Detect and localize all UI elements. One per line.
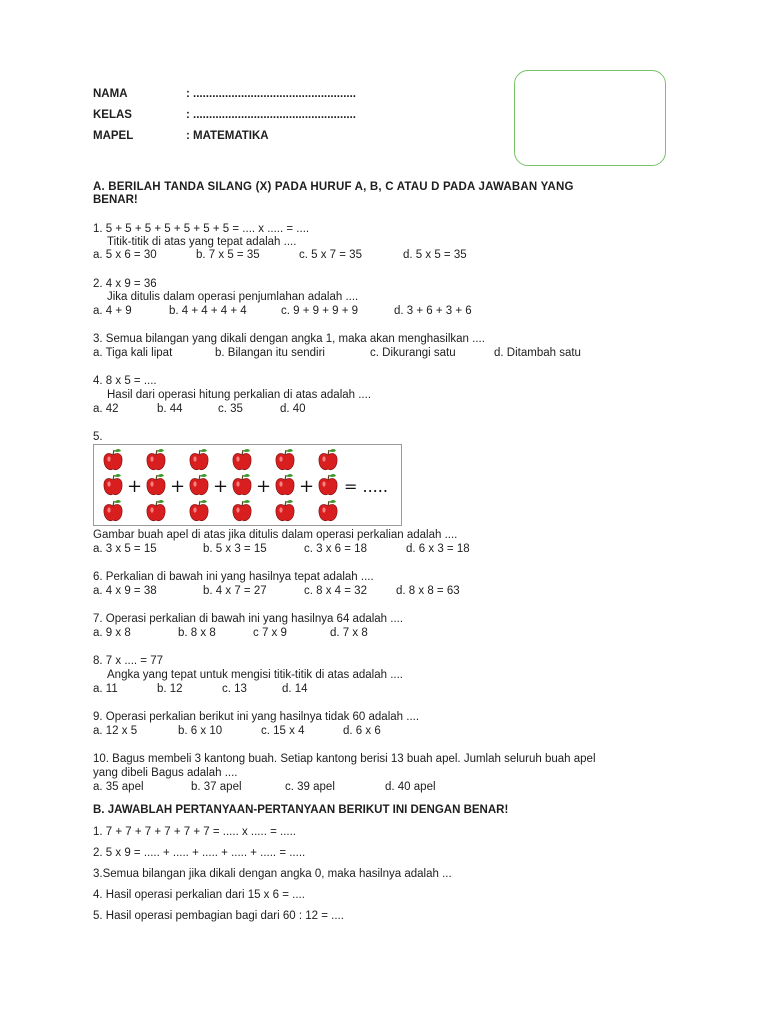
mapel-value: : MATEMATIKA [186, 130, 269, 142]
plus-sign: + [169, 476, 186, 497]
essay-question-3: 3.Semua bilangan jika dikali dengan angka 0, maka hasilnya adalah ... [93, 868, 452, 880]
mapel-label: MAPEL [93, 130, 134, 142]
q3-text: 3. Semua bilangan yang dikali dengan angka 1, maka akan menghasilkan .... [93, 333, 485, 345]
apple-icon [147, 474, 165, 495]
q6-option-a[interactable]: a. 4 x 9 = 38 [93, 585, 157, 597]
q1-option-a[interactable]: a. 5 x 6 = 30 [93, 249, 157, 261]
q10-option-c[interactable]: c. 39 apel [285, 781, 335, 793]
q9-option-c[interactable]: c. 15 x 4 [261, 725, 305, 737]
q9-option-d[interactable]: d. 6 x 6 [343, 725, 381, 737]
essay-question-1: 1. 7 + 7 + 7 + 7 + 7 + 7 = ..... x ..... = ..... [93, 826, 296, 838]
q1-text: 1. 5 + 5 + 5 + 5 + 5 + 5 + 5 = .... x ..... = .... [93, 223, 310, 235]
q6-option-c[interactable]: c. 8 x 4 = 32 [304, 585, 367, 597]
q8-option-d[interactable]: d. 14 [282, 683, 308, 695]
q5-option-d[interactable]: d. 6 x 3 = 18 [406, 543, 470, 555]
equation-blank: = ..... [344, 477, 388, 496]
q10-text: 10. Bagus membeli 3 kantong buah. Setiap kantong berisi 13 buah apel. Jumlah seluruh buah apel [93, 753, 596, 765]
q2-option-c[interactable]: c. 9 + 9 + 9 + 9 [281, 305, 359, 317]
apple-icon [276, 474, 294, 495]
q1-subtext: Titik-titik di atas yang tepat adalah .... [107, 236, 297, 248]
apple-icon [319, 449, 337, 470]
q7-option-b[interactable]: b. 8 x 8 [178, 627, 216, 639]
nama-label: NAMA [93, 88, 128, 100]
q10-option-a[interactable]: a. 35 apel [93, 781, 144, 793]
q9-text: 9. Operasi perkalian berikut ini yang hasilnya tidak 60 adalah .... [93, 711, 420, 723]
q4-text: 4. 8 x 5 = .... [93, 375, 157, 387]
plus-sign: + [298, 476, 315, 497]
apple-icon [104, 449, 122, 470]
apple-icon [147, 449, 165, 470]
q4-option-b[interactable]: b. 44 [157, 403, 183, 415]
q4-option-a[interactable]: a. 42 [93, 403, 119, 415]
q4-option-d[interactable]: d. 40 [280, 403, 306, 415]
q5-subtext: Gambar buah apel di atas jika ditulis dalam operasi perkalian adalah .... [93, 529, 458, 541]
apple-icon [233, 500, 251, 521]
q2-subtext: Jika ditulis dalam operasi penjumlahan adalah .... [107, 291, 359, 303]
kelas-field[interactable]: : ................................................... [186, 109, 356, 121]
q6-option-b[interactable]: b. 4 x 7 = 27 [203, 585, 267, 597]
q3-option-d[interactable]: d. Ditambah satu [494, 347, 581, 359]
q1-option-c[interactable]: c. 5 x 7 = 35 [299, 249, 362, 261]
q4-subtext: Hasil dari operasi hitung perkalian di atas adalah .... [107, 389, 372, 401]
apple-icon [104, 500, 122, 521]
apple-icon [319, 474, 337, 495]
q1-option-b[interactable]: b. 7 x 5 = 35 [196, 249, 260, 261]
q2-option-a[interactable]: a. 4 + 9 [93, 305, 132, 317]
q6-text: 6. Perkalian di bawah ini yang hasilnya tepat adalah .... [93, 571, 374, 583]
apple-grid-image [93, 444, 402, 526]
q8-subtext: Angka yang tepat untuk mengisi titik-titik di atas adalah .... [107, 669, 403, 681]
q6-option-d[interactable]: d. 8 x 8 = 63 [396, 585, 460, 597]
apple-icon [190, 500, 208, 521]
kelas-label: KELAS [93, 109, 132, 121]
q2-option-b[interactable]: b. 4 + 4 + 4 + 4 [169, 305, 247, 317]
apple-icon [147, 500, 165, 521]
section-b-title: B. JAWABLAH PERTANYAAN-PERTANYAAN BERIKUT INI DENGAN BENAR! [93, 804, 509, 816]
q2-option-d[interactable]: d. 3 + 6 + 3 + 6 [394, 305, 472, 317]
apple-icon [190, 474, 208, 495]
plus-sign: + [126, 476, 143, 497]
apple-icon [276, 500, 294, 521]
apple-icon [233, 449, 251, 470]
apple-icon [276, 449, 294, 470]
q9-option-b[interactable]: b. 6 x 10 [178, 725, 223, 737]
q10-option-b[interactable]: b. 37 apel [191, 781, 242, 793]
essay-question-4: 4. Hasil operasi perkalian dari 15 x 6 = .... [93, 889, 305, 901]
q10-subtext: yang dibeli Bagus adalah .... [93, 767, 238, 779]
apple-icon [233, 474, 251, 495]
q5-option-c[interactable]: c. 3 x 6 = 18 [304, 543, 367, 555]
q3-option-a[interactable]: a. Tiga kali lipat [93, 347, 173, 359]
q5-number: 5. [93, 431, 103, 443]
score-box[interactable] [514, 70, 666, 166]
section-a-title-line2: BENAR! [93, 194, 138, 206]
q3-option-c[interactable]: c. Dikurangi satu [370, 347, 456, 359]
plus-sign: + [212, 476, 229, 497]
q8-option-c[interactable]: c. 13 [222, 683, 247, 695]
q7-text: 7. Operasi perkalian di bawah ini yang hasilnya 64 adalah .... [93, 613, 404, 625]
apple-icon [319, 500, 337, 521]
q7-option-d[interactable]: d. 7 x 8 [330, 627, 368, 639]
q3-option-b[interactable]: b. Bilangan itu sendiri [215, 347, 325, 359]
q7-option-c[interactable]: c 7 x 9 [253, 627, 287, 639]
q4-option-c[interactable]: c. 35 [218, 403, 243, 415]
q7-option-a[interactable]: a. 9 x 8 [93, 627, 131, 639]
q1-option-d[interactable]: d. 5 x 5 = 35 [403, 249, 467, 261]
q9-option-a[interactable]: a. 12 x 5 [93, 725, 138, 737]
q2-text: 2. 4 x 9 = 36 [93, 278, 157, 290]
apple-icon [190, 449, 208, 470]
nama-field[interactable]: : ................................................... [186, 88, 356, 100]
apple-icon [104, 474, 122, 495]
essay-question-5: 5. Hasil operasi pembagian bagi dari 60 : 12 = .... [93, 910, 344, 922]
q10-option-d[interactable]: d. 40 apel [385, 781, 436, 793]
q8-option-b[interactable]: b. 12 [157, 683, 183, 695]
plus-sign: + [255, 476, 272, 497]
q8-option-a[interactable]: a. 11 [93, 683, 118, 695]
q5-option-b[interactable]: b. 5 x 3 = 15 [203, 543, 267, 555]
essay-question-2: 2. 5 x 9 = ..... + ..... + ..... + ..... + ..... = ..... [93, 847, 306, 859]
q5-option-a[interactable]: a. 3 x 5 = 15 [93, 543, 157, 555]
section-a-title-line1: A. BERILAH TANDA SILANG (X) PADA HURUF A, B, C ATAU D PADA JAWABAN YANG [93, 181, 574, 193]
q8-text: 8. 7 x .... = 77 [93, 655, 163, 667]
